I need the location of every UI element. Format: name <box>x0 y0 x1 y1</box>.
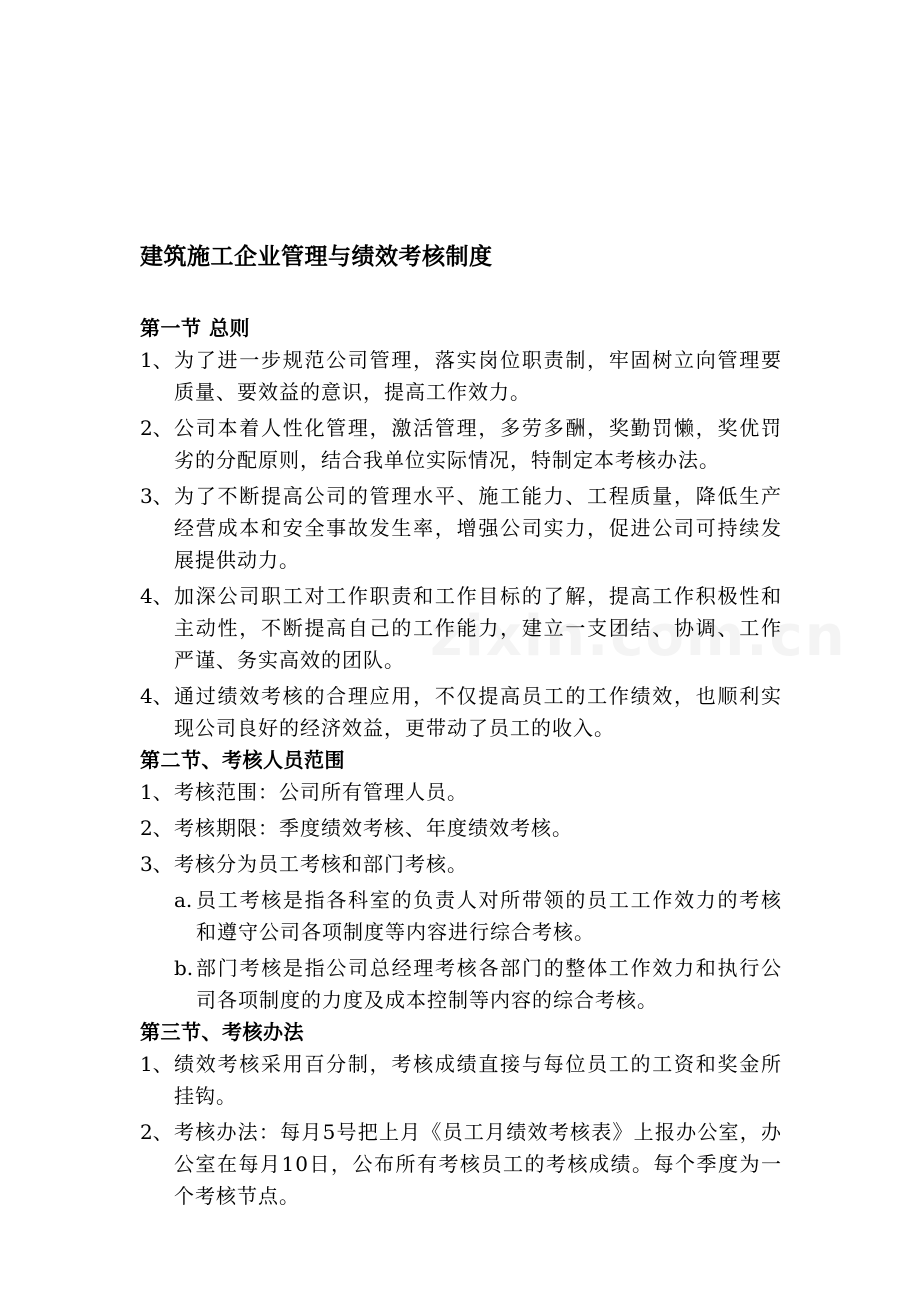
list-item <box>140 848 782 880</box>
item-text: 公司本着人性化管理，激活管理，多劳多酬，奖勤罚懒，奖优罚劣的分配原则，结合我单位实际情况，特制定本考核办法。 <box>174 416 782 472</box>
sub-item-text: 部门考核是指公司总经理考核各部门的整体工作效力和执行公司各项制度的力度及成本控制等内容的综合考核。 <box>196 956 782 1012</box>
list-item <box>140 412 782 476</box>
list-item <box>140 812 782 844</box>
list-item <box>140 776 782 808</box>
item-number: 3、 <box>140 484 173 508</box>
sub-list-item <box>140 952 782 1016</box>
item-number: 2、 <box>140 416 173 440</box>
item-text: 考核范围：公司所有管理人员。 <box>174 780 468 804</box>
item-text: 考核办法：每月5号把上月《员工月绩效考核表》上报办公室，办公室在每月10日，公布所有考核员工的考核成绩。每个季度为一个考核节点。 <box>174 1120 782 1208</box>
list-item <box>140 480 782 576</box>
item-number: 2、 <box>140 1120 173 1144</box>
document-title: 建筑施工企业管理与绩效考核制度 <box>140 243 493 270</box>
list-item <box>140 580 782 676</box>
sub-item-text: 员工考核是指各科室的负责人对所带领的员工工作效力的考核和遵守公司各项制度等内容进行综合考核。 <box>196 888 782 944</box>
item-number: 2、 <box>140 816 173 840</box>
sub-item-letter: b. <box>174 956 194 980</box>
list-item <box>140 344 782 408</box>
item-text: 加深公司职工对工作职责和工作目标的了解，提高工作积极性和主动性，不断提高自己的工作能力，建立一支团结、协调、工作严谨、务实高效的团队。 <box>174 584 782 672</box>
section-heading-scope: 第二节、考核人员范围 <box>140 748 345 772</box>
item-text: 为了进一步规范公司管理，落实岗位职责制，牢固树立向管理要质量、要效益的意识，提高工作效力。 <box>174 348 782 404</box>
item-number: 1、 <box>140 1052 173 1076</box>
item-number: 1、 <box>140 780 173 804</box>
item-text: 为了不断提高公司的管理水平、施工能力、工程质量，降低生产经营成本和安全事故发生率，增强公司实力，促进公司可持续发展提供动力。 <box>174 484 782 572</box>
list-item <box>140 680 782 744</box>
item-number: 4、 <box>140 684 173 708</box>
sub-list-item <box>140 884 782 948</box>
item-text: 考核期限：季度绩效考核、年度绩效考核。 <box>174 816 573 840</box>
item-text: 绩效考核采用百分制，考核成绩直接与每位员工的工资和奖金所挂钩。 <box>174 1052 782 1108</box>
item-number: 4、 <box>140 584 173 608</box>
document-body <box>140 312 782 1212</box>
item-number: 3、 <box>140 852 173 876</box>
list-item <box>140 1048 782 1112</box>
item-text: 通过绩效考核的合理应用，不仅提高员工的工作绩效，也顺利实现公司良好的经济效益，更带动了员工的收入。 <box>174 684 782 740</box>
section-heading-general: 第一节 总则 <box>140 316 250 340</box>
section-heading-methods: 第三节、考核办法 <box>140 1020 304 1044</box>
item-number: 1、 <box>140 348 173 372</box>
sub-item-letter: a. <box>174 888 193 912</box>
list-item <box>140 1116 782 1212</box>
item-text: 考核分为员工考核和部门考核。 <box>174 852 468 876</box>
